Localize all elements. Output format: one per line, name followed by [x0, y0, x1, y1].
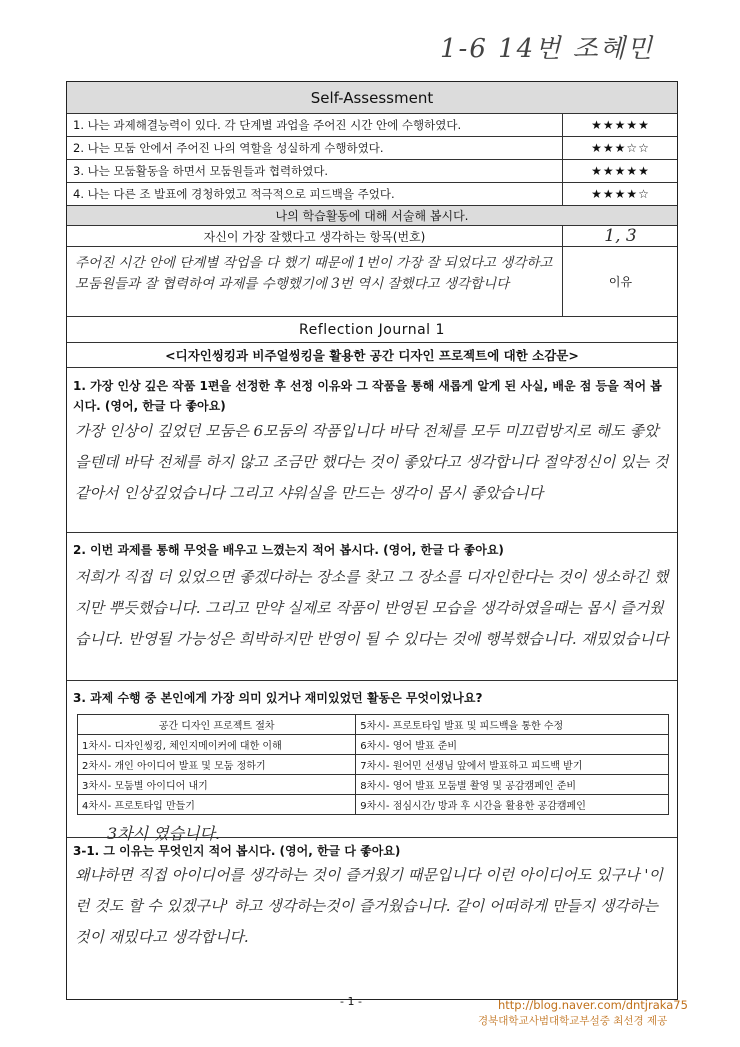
table-row: [78, 775, 669, 795]
table-cell: 9차시- 점심시간/ 방과 후 시간을 활용한 공감캠페인: [356, 795, 669, 815]
table-cell: 6차시- 영어 발표 준비: [356, 735, 669, 755]
star-rating: ★★★★★: [591, 164, 650, 178]
self-assessment-item-text: 4. 나는 다른 조 발표에 경청하였고 적극적으로 피드백을 주었다.: [67, 183, 563, 205]
table-cell: 4차시- 프로토타입 만들기: [78, 795, 356, 815]
answer-3-1: 왜냐하면 직접 아이디어를 생각하는 것이 즐거웠기 때문입니다 이런 아이디어도 있구나 '이런 것도 할 수 있겠구나' 하고 생각하는것이 즐거웠습니다. 같이 어떠하게 만들지 생각하는 것이 재밌다고 생각합니다.: [75, 866, 663, 946]
question-2: 2. 이번 과제를 통해 무엇을 배우고 느꼈는지 적어 봅시다. (영어, 한글 다 좋아요): [73, 543, 504, 557]
table-header-cell: 공간 디자인 프로젝트 절차: [78, 715, 356, 735]
project-steps-table: [77, 714, 669, 815]
table-cell: 5차시- 프로토타입 발표 및 피드백을 통한 수정: [356, 715, 669, 735]
star-rating: ★★★★☆: [591, 187, 650, 201]
reflection-subtitle: <디자인씽킹과 비주얼씽킹을 활용한 공간 디자인 프로젝트에 대한 소감문>: [67, 343, 677, 368]
star-rating: ★★★☆☆: [591, 141, 650, 155]
question-1: 1. 가장 인상 깊은 작품 1편을 선정한 후 선정 이유와 그 작품을 통해 새롭게 알게 된 사실, 배운 점 등을 적어 봅시다. (영어, 한글 다 좋아요): [73, 379, 662, 413]
table-row: [78, 715, 669, 735]
table-row: [78, 735, 669, 755]
reason-label: 이유: [608, 275, 633, 289]
self-assessment-item: [67, 183, 677, 206]
self-assessment-item-text: 3. 나는 모둠활동을 하면서 모둠원들과 협력하였다.: [67, 160, 563, 182]
reflection-title: Reflection Journal 1: [67, 317, 677, 343]
reason-answer: 주어진 시간 안에 단계별 작업을 다 했기 때문에 1번이 가장 잘 되었다고 생각하고 모둠원들과 잘 협력하여 과제를 수행했기에 3번 역시 잘했다고 생각합니다: [67, 247, 563, 316]
table-cell: 3차시- 모둠별 아이디어 내기: [78, 775, 356, 795]
table-cell: 8차시- 영어 발표 모둠별 촬영 및 공감캠페인 준비: [356, 775, 669, 795]
answer-3: 3차시 였습니다.: [107, 824, 221, 843]
self-assessment-item: [67, 137, 677, 160]
best-item-label: 자신이 가장 잘했다고 생각하는 항목(번호): [67, 226, 563, 246]
table-cell: 7차시- 원어민 선생님 앞에서 발표하고 피드백 받기: [356, 755, 669, 775]
table-row: [78, 795, 669, 815]
self-assessment-item-text: 1. 나는 과제해결능력이 있다. 각 단계별 과업을 주어진 시간 안에 수행하였다.: [67, 114, 563, 136]
star-rating: ★★★★★: [591, 118, 650, 132]
section-divider: [67, 532, 677, 533]
self-assessment-item: [67, 160, 677, 183]
question-3: 3. 과제 수행 중 본인에게 가장 의미 있거나 재미있었던 활동은 무엇이었나요?: [73, 691, 483, 705]
table-cell: 2차시- 개인 아이디어 발표 및 모둠 정하기: [78, 755, 356, 775]
table-row: [78, 755, 669, 775]
describe-heading: 나의 학습활동에 대해 서술해 봅시다.: [67, 206, 677, 226]
section-divider: [67, 680, 677, 681]
section-divider: [67, 837, 677, 838]
best-item-row: [67, 226, 677, 247]
table-cell: 1차시- 디자인씽킹, 체인지메이커에 대한 이해: [78, 735, 356, 755]
question-3-1: 3-1. 그 이유는 무엇인지 적어 봅시다. (영어, 한글 다 좋아요): [73, 844, 401, 858]
best-item-value: 1, 3: [604, 226, 637, 246]
self-assessment-title: Self-Assessment: [67, 82, 677, 114]
reason-row: [67, 247, 677, 317]
page-number: - 1 -: [340, 995, 362, 1008]
student-id-handwritten: 1-6 14번 조혜민: [440, 34, 654, 64]
credit-url: http://blog.naver.com/dntjraka75: [498, 998, 688, 1012]
self-assessment-item: [67, 114, 677, 137]
self-assessment-item-text: 2. 나는 모둠 안에서 주어진 나의 역할을 성실하게 수행하였다.: [67, 137, 563, 159]
answer-2: 저희가 직접 더 있었으면 좋겠다하는 장소를 찾고 그 장소를 디자인한다는 것이 생소하긴 했지만 뿌듯했습니다. 그리고 만약 실제로 작품이 반영된 모습을 생각하였을때는 몹시 즐거웠습니다. 반영될 가능성은 희박하지만 반영이 될 수 있다는 것에 행복했습니다. 재밌었습니다: [75, 568, 669, 648]
credit-text: 경북대학교사범대학교부설중 최선경 제공: [478, 1015, 668, 1027]
worksheet: [66, 81, 678, 1000]
answer-1: 가장 인상이 깊었던 모둠은 6모둠의 작품입니다 바닥 전체를 모두 미끄럼방지로 해도 좋았을텐데 바닥 전체를 하지 않고 조금만 했다는 것이 좋았다고 생각합니다 절약정신이 있는 것 같아서 인상깊었습니다 그리고 샤워실을 만드는 생각이 몹시 좋았습니다: [75, 422, 669, 502]
